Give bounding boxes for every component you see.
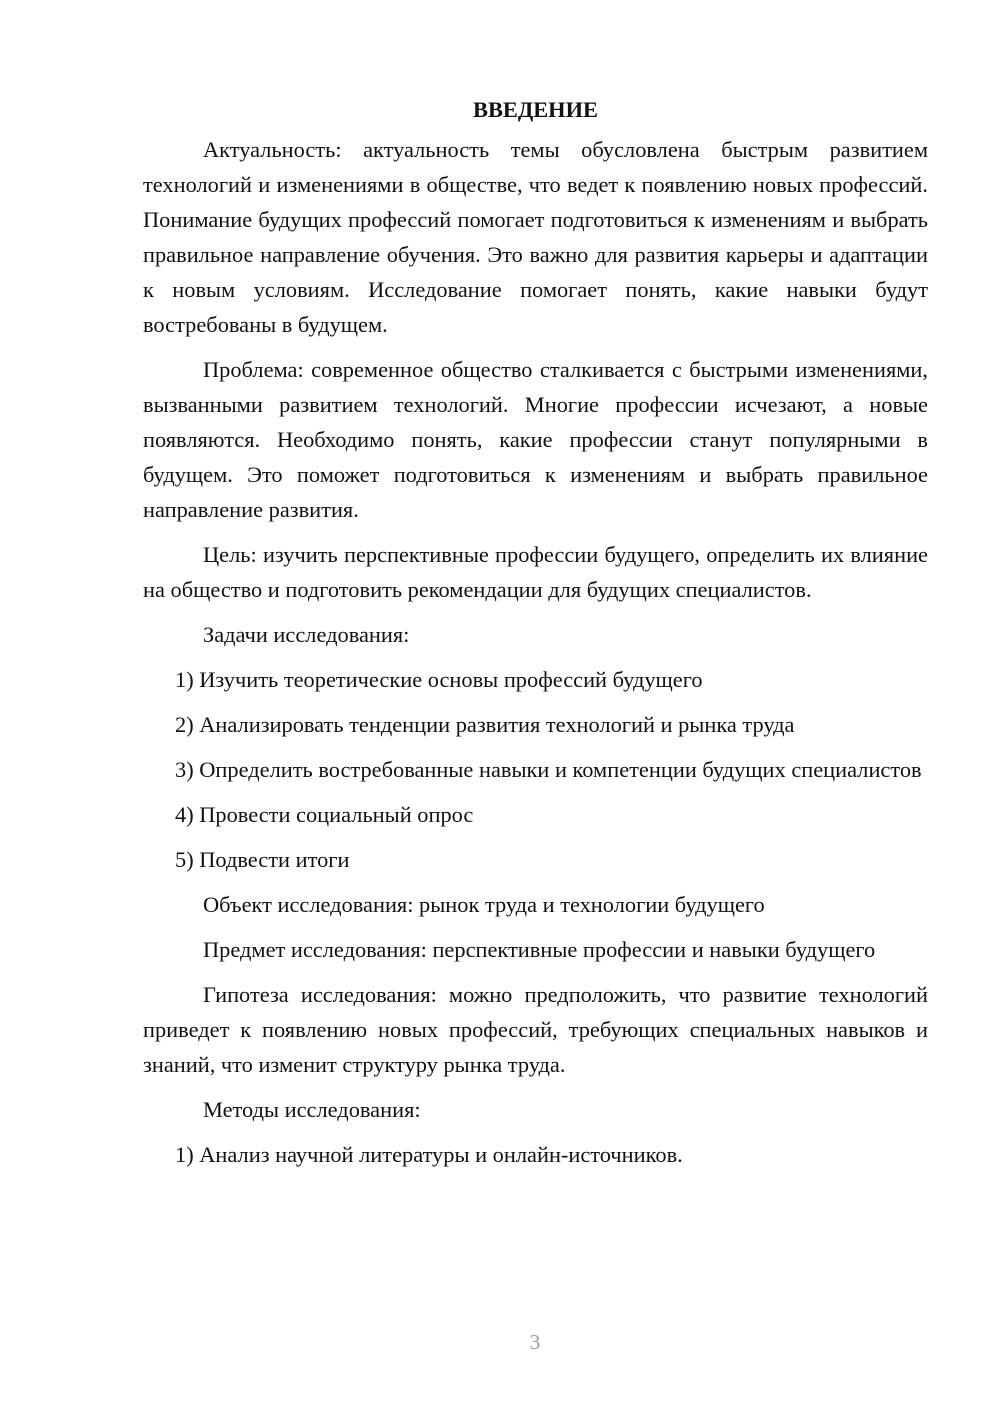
list-item: 3) Определить востребованные навыки и компетенции будущих специалистов [175,757,922,782]
paragraph-goal: Цель: изучить перспективные профессии будущего, определить их влияние на общество и подготовить рекомендации для будущих специалистов. [143,542,928,602]
paragraph-object: Объект исследования: рынок труда и технологии будущего [203,892,765,917]
list-item: 1) Изучить теоретические основы профессий будущего [175,667,703,692]
tasks-title: Задачи исследования: [203,622,410,647]
paragraph-subject: Предмет исследования: перспективные профессии и навыки будущего [203,937,876,962]
tasks-list [143,662,928,877]
section-heading: ВВЕДЕНИЕ [473,97,598,122]
paragraph-hypothesis: Гипотеза исследования: можно предположить, что развитие технологий приведет к появлению новых профессий, требующих специальных навыков и знаний, что изменит структуру рынка труда. [143,982,928,1077]
list-item: 1) Анализ научной литературы и онлайн-источников. [175,1142,683,1167]
page-number: 3 [529,1330,541,1354]
list-item: 2) Анализировать тенденции развития технологий и рынка труда [175,712,795,737]
paragraph-problem: Проблема: современное общество сталкивается с быстрыми изменениями, вызванными развитием технологий. Многие профессии исчезают, а новые появляются. Необходимо понять, какие профессии станут популярными в будущем. Это поможет подготовиться к изменениям и выбрать правильное направление развития. [143,357,928,522]
list-item: 5) Подвести итоги [175,847,350,872]
list-item: 4) Провести социальный опрос [175,802,474,827]
page-content [143,92,928,1182]
methods-list [143,1137,928,1172]
methods-title: Методы исследования: [203,1097,421,1122]
paragraph-relevance: Актуальность: актуальность темы обусловлена быстрым развитием технологий и изменениями в обществе, что ведет к появлению новых профессий. Понимание будущих профессий помогает подготовиться к изменениям и выбрать правильное направление обучения. Это важно для развития карьеры и адаптации к новым условиям. Исследование помогает понять, какие навыки будут востребованы в будущем. [143,137,928,337]
